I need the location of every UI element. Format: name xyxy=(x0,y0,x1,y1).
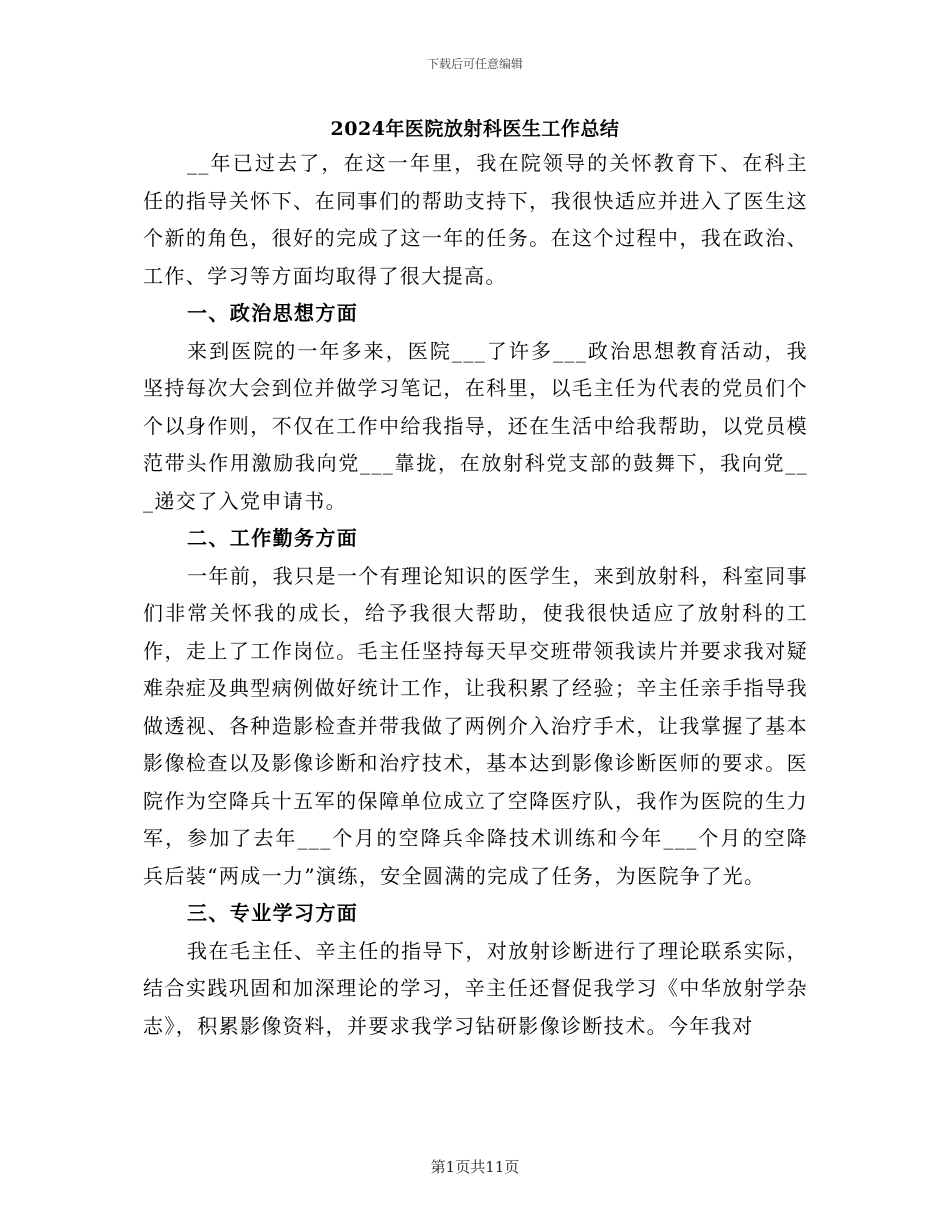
study-paragraph: 我在毛主任、辛主任的指导下，对放射诊断进行了理论联系实际，结合实践巩固和加深理论的学习，辛主任还督促我学习《中华放射学杂志》，积累影像资料，并要求我学习钻研影像诊断技术。今年我对 xyxy=(143,938,808,1038)
section-heading-politics: 一、政治思想方面 xyxy=(187,301,359,325)
section-heading-study: 三、专业学习方面 xyxy=(187,901,359,925)
page-footer: 第1页共11页 xyxy=(430,1158,520,1176)
document-body xyxy=(143,145,808,1045)
intro-paragraph: __年已过去了，在这一年里，我在院领导的关怀教育下、在科主任的指导关怀下、在同事们的帮助支持下，我很快适应并进入了医生这个新的角色，很好的完成了这一年的任务。在这个过程中，我在政治、工作、学习等方面均取得了很大提高。 xyxy=(143,151,808,288)
politics-paragraph: 来到医院的一年多来，医院___了许多___政治思想教育活动，我坚持每次大会到位并做学习笔记，在科里，以毛主任为代表的党员们个个以身作则，不仅在工作中给我指导，还在生活中给我帮助，以党员模范带头作用激励我向党___靠拢，在放射科党支部的鼓舞下，我向党___递交了入党申请书。 xyxy=(143,338,808,513)
work-paragraph: 一年前，我只是一个有理论知识的医学生，来到放射科，科室同事们非常关怀我的成长，给予我很大帮助，使我很快适应了放射科的工作，走上了工作岗位。毛主任坚持每天早交班带领我读片并要求我对疑难杂症及典型病例做好统计工作，让我积累了经验；辛主任亲手指导我做透视、各种造影检查并带我做了两例介入治疗手术，让我掌握了基本影像检查以及影像诊断和治疗技术，基本达到影像诊断医师的要求。医院作为空降兵十五军的保障单位成立了空降医疗队，我作为医院的生力军，参加了去年___个月的空降兵伞降技术训练和今年___个月的空降兵后装“两成一力”演练，安全圆满的完成了任务，为医院争了光。 xyxy=(143,563,808,888)
section-heading-work: 二、工作勤务方面 xyxy=(187,526,359,550)
header-note: 下载后可任意编辑 xyxy=(426,57,523,71)
document-title: 2024年医院放射科医生工作总结 xyxy=(330,118,620,140)
